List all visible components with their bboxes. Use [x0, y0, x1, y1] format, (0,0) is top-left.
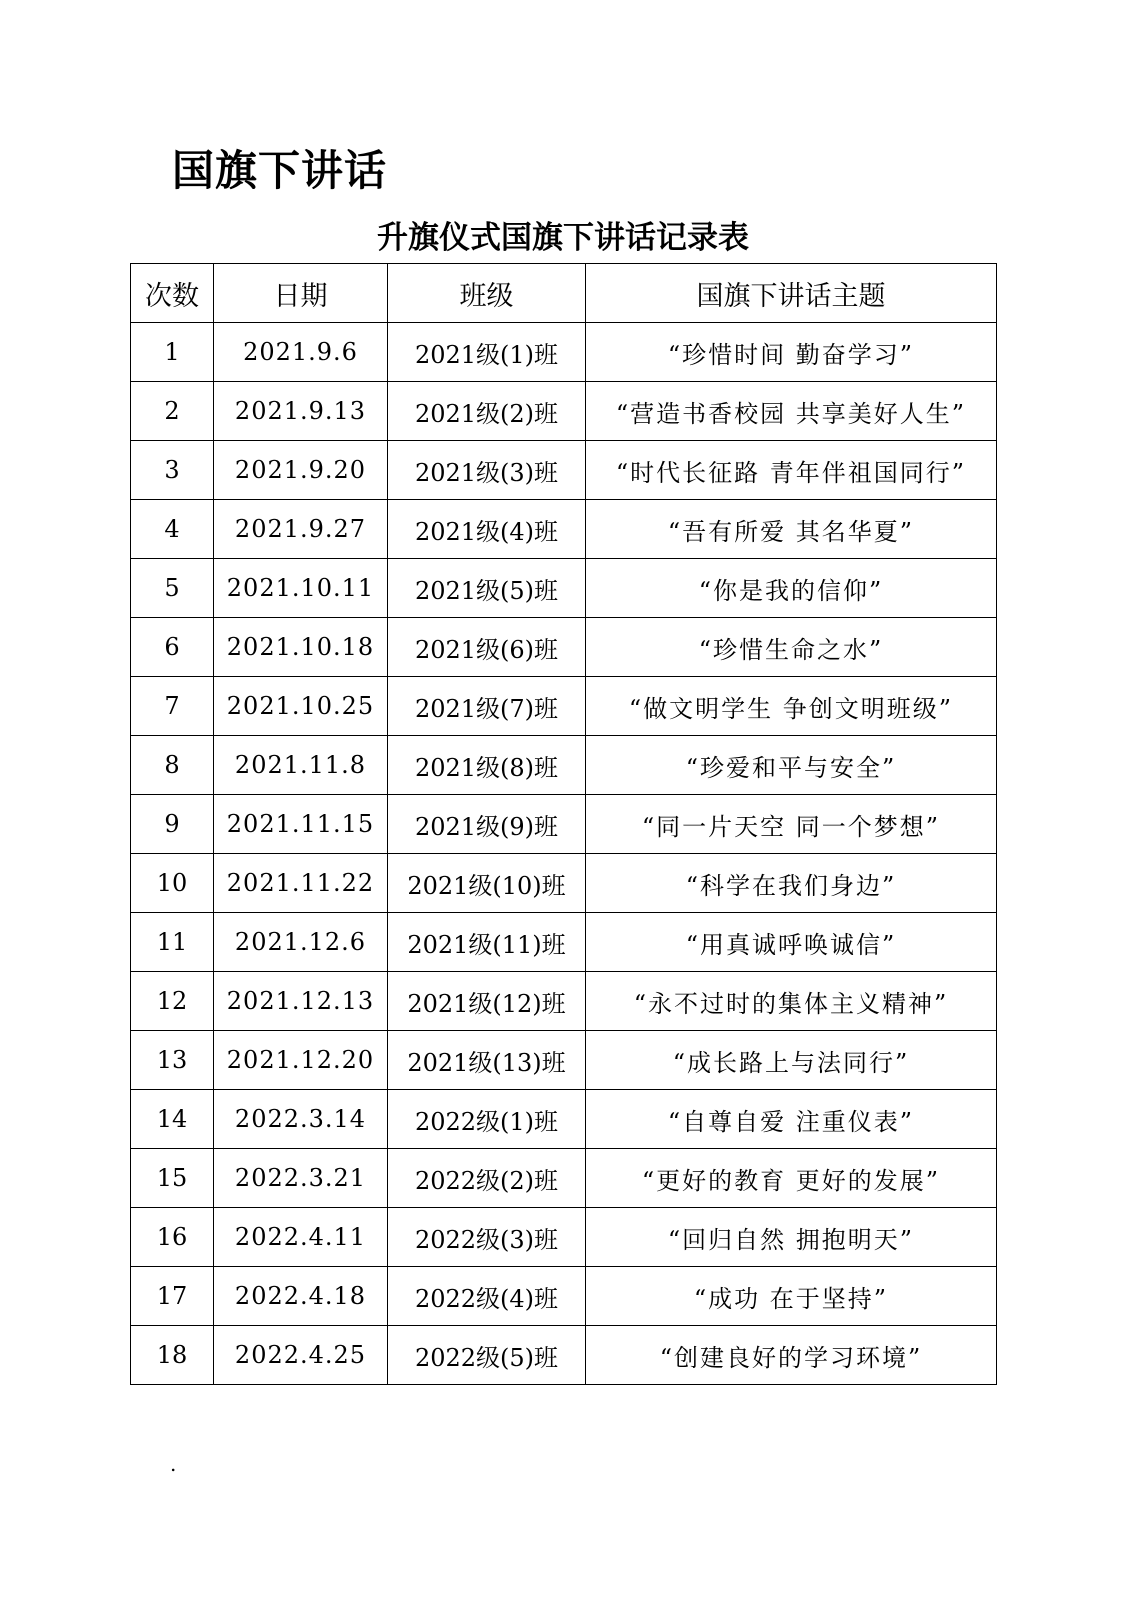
- cell-number: 3: [131, 441, 214, 500]
- table-body: [131, 323, 997, 1385]
- cell-topic: “创建良好的学习环境”: [586, 1326, 997, 1385]
- cell-date: 2021.10.25: [214, 677, 388, 736]
- cell-date: 2022.3.21: [214, 1149, 388, 1208]
- cell-topic: “回归自然 拥抱明天”: [586, 1208, 997, 1267]
- cell-date: 2021.9.20: [214, 441, 388, 500]
- table-title: 升旗仪式国旗下讲话记录表: [377, 220, 749, 256]
- table-row: [131, 1326, 997, 1385]
- cell-topic: “成功 在于坚持”: [586, 1267, 997, 1326]
- cell-class: 2021级(2)班: [388, 382, 586, 441]
- cell-class: 2021级(6)班: [388, 618, 586, 677]
- cell-class: 2021级(3)班: [388, 441, 586, 500]
- cell-class: 2021级(9)班: [388, 795, 586, 854]
- cell-number: 15: [131, 1149, 214, 1208]
- cell-class: 2021级(7)班: [388, 677, 586, 736]
- table-row: [131, 795, 997, 854]
- column-header-date: 日期: [214, 264, 388, 323]
- cell-number: 13: [131, 1031, 214, 1090]
- cell-topic: “珍惜时间 勤奋学习”: [586, 323, 997, 382]
- table-row: [131, 1149, 997, 1208]
- cell-date: 2021.12.6: [214, 913, 388, 972]
- cell-date: 2021.9.13: [214, 382, 388, 441]
- cell-class: 2022级(2)班: [388, 1149, 586, 1208]
- cell-topic: “你是我的信仰”: [586, 559, 997, 618]
- column-header-topic: 国旗下讲话主题: [586, 264, 997, 323]
- cell-number: 6: [131, 618, 214, 677]
- cell-class: 2021级(13)班: [388, 1031, 586, 1090]
- cell-date: 2022.4.18: [214, 1267, 388, 1326]
- table-header-row: [131, 264, 997, 323]
- cell-number: 9: [131, 795, 214, 854]
- cell-number: 4: [131, 500, 214, 559]
- page-heading: 国旗下讲话: [172, 146, 388, 195]
- table-row: [131, 382, 997, 441]
- cell-class: 2022级(1)班: [388, 1090, 586, 1149]
- table-row: [131, 1031, 997, 1090]
- cell-topic: “同一片天空 同一个梦想”: [586, 795, 997, 854]
- table-row: [131, 618, 997, 677]
- cell-class: 2021级(12)班: [388, 972, 586, 1031]
- cell-topic: “时代长征路 青年伴祖国同行”: [586, 441, 997, 500]
- cell-class: 2021级(10)班: [388, 854, 586, 913]
- cell-date: 2022.4.11: [214, 1208, 388, 1267]
- footer-mark: .: [170, 1452, 177, 1476]
- cell-topic: “更好的教育 更好的发展”: [586, 1149, 997, 1208]
- cell-topic: “成长路上与法同行”: [586, 1031, 997, 1090]
- cell-number: 8: [131, 736, 214, 795]
- cell-number: 7: [131, 677, 214, 736]
- cell-class: 2022级(3)班: [388, 1208, 586, 1267]
- cell-topic: “永不过时的集体主义精神”: [586, 972, 997, 1031]
- cell-date: 2021.11.15: [214, 795, 388, 854]
- cell-class: 2022级(5)班: [388, 1326, 586, 1385]
- table-row: [131, 500, 997, 559]
- table-row: [131, 913, 997, 972]
- column-header-number: 次数: [131, 264, 214, 323]
- cell-number: 16: [131, 1208, 214, 1267]
- cell-class: 2021级(8)班: [388, 736, 586, 795]
- cell-number: 12: [131, 972, 214, 1031]
- cell-class: 2021级(4)班: [388, 500, 586, 559]
- cell-topic: “吾有所爱 其名华夏”: [586, 500, 997, 559]
- cell-date: 2021.12.13: [214, 972, 388, 1031]
- table-row: [131, 441, 997, 500]
- cell-number: 18: [131, 1326, 214, 1385]
- cell-date: 2021.9.27: [214, 500, 388, 559]
- cell-topic: “做文明学生 争创文明班级”: [586, 677, 997, 736]
- table-row: [131, 972, 997, 1031]
- cell-date: 2021.10.18: [214, 618, 388, 677]
- cell-number: 5: [131, 559, 214, 618]
- cell-number: 10: [131, 854, 214, 913]
- cell-number: 11: [131, 913, 214, 972]
- speech-record-table: [130, 263, 997, 1385]
- cell-topic: “自尊自爱 注重仪表”: [586, 1090, 997, 1149]
- cell-date: 2021.9.6: [214, 323, 388, 382]
- cell-topic: “科学在我们身边”: [586, 854, 997, 913]
- cell-number: 17: [131, 1267, 214, 1326]
- table-row: [131, 559, 997, 618]
- cell-topic: “用真诚呼唤诚信”: [586, 913, 997, 972]
- table-row: [131, 736, 997, 795]
- cell-date: 2022.4.25: [214, 1326, 388, 1385]
- cell-date: 2021.11.8: [214, 736, 388, 795]
- cell-number: 2: [131, 382, 214, 441]
- table-row: [131, 1090, 997, 1149]
- cell-date: 2022.3.14: [214, 1090, 388, 1149]
- cell-class: 2021级(1)班: [388, 323, 586, 382]
- cell-topic: “营造书香校园 共享美好人生”: [586, 382, 997, 441]
- table-row: [131, 677, 997, 736]
- cell-date: 2021.11.22: [214, 854, 388, 913]
- cell-class: 2021级(11)班: [388, 913, 586, 972]
- cell-date: 2021.12.20: [214, 1031, 388, 1090]
- cell-number: 14: [131, 1090, 214, 1149]
- table-row: [131, 1208, 997, 1267]
- table-row: [131, 1267, 997, 1326]
- table-row: [131, 323, 997, 382]
- cell-topic: “珍爱和平与安全”: [586, 736, 997, 795]
- cell-date: 2021.10.11: [214, 559, 388, 618]
- cell-class: 2021级(5)班: [388, 559, 586, 618]
- table-row: [131, 854, 997, 913]
- column-header-class: 班级: [388, 264, 586, 323]
- cell-number: 1: [131, 323, 214, 382]
- cell-class: 2022级(4)班: [388, 1267, 586, 1326]
- cell-topic: “珍惜生命之水”: [586, 618, 997, 677]
